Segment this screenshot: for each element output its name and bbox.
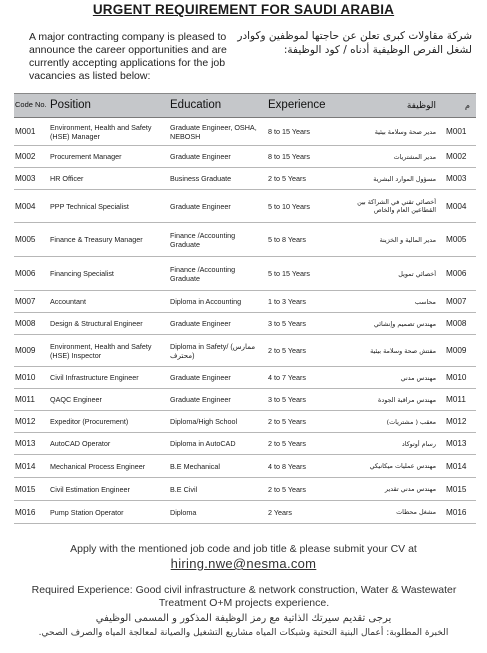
cell-position: Accountant	[50, 297, 86, 306]
cell-education: B.E Mechanical	[170, 461, 220, 471]
cell-code: M010	[15, 373, 36, 382]
cell-education: Diploma	[170, 507, 197, 517]
table-row	[14, 146, 476, 168]
header-position: Position	[50, 99, 91, 111]
cell-education: Finance /Accounting Graduate	[170, 264, 236, 283]
cell-experience: 5 to 8 Years	[268, 235, 306, 244]
table-row	[14, 190, 476, 223]
cell-number: M012	[446, 417, 467, 426]
header-education: Education	[170, 99, 222, 111]
cell-experience: 5 to 10 Years	[268, 201, 310, 211]
cell-number: M009	[446, 346, 467, 355]
table-row	[14, 168, 476, 190]
cell-experience: 2 to 5 Years	[268, 484, 306, 494]
cell-education: Business Graduate	[170, 174, 232, 183]
cell-education: Graduate Engineer	[170, 319, 231, 328]
cell-number: M002	[446, 152, 467, 161]
table-row	[14, 335, 476, 367]
table-row	[14, 478, 476, 501]
cell-position: HR Officer	[50, 174, 84, 183]
table-row	[14, 118, 476, 146]
cell-education: Diploma in AutoCAD	[170, 439, 236, 448]
table-header	[14, 94, 476, 118]
cell-number: M005	[446, 235, 467, 244]
page-title: URGENT REQUIREMENT FOR SAUDI ARABIA	[92, 2, 395, 17]
cell-job-arabic: أخصائي تقني في الشراكة بين القطاعين العام والخاص	[357, 198, 436, 214]
cell-education: Graduate Engineer	[170, 395, 231, 404]
cell-job-arabic: مفتش صحة وسلامة بيئية	[370, 346, 436, 355]
table-row	[14, 257, 476, 291]
table-row	[14, 291, 476, 313]
cell-number: M013	[446, 439, 467, 448]
job-vacancies-table	[14, 93, 476, 524]
cell-number: M004	[446, 201, 467, 211]
cell-education: Graduate Engineer, OSHA, NEBOSH	[170, 122, 257, 141]
cell-code: M014	[15, 461, 36, 471]
cell-code: M004	[15, 201, 36, 211]
cell-position: Finance & Treasury Manager	[50, 235, 143, 244]
cell-position: Design & Structural Engineer	[50, 319, 143, 328]
cell-experience: 2 to 5 Years	[268, 346, 306, 355]
cell-position: AutoCAD Operator	[50, 439, 111, 448]
cell-experience: 3 to 5 Years	[268, 319, 306, 328]
cell-code: M016	[15, 507, 36, 517]
cell-position: Expeditor (Procurement)	[50, 417, 129, 426]
apply-instructions-arabic: يرجى تقديم سيرتك الذاتية مع رمز الوظيفة المذكور و المسمى الوظيفي	[95, 613, 392, 624]
cell-education: Diploma in Safety/ (ممارس محترف)	[170, 341, 256, 360]
cell-education: Graduate Engineer	[170, 373, 231, 382]
cell-position: Environment, Health and Safety (HSE) Inspector	[50, 341, 152, 360]
cell-job-arabic: محاسب	[414, 297, 436, 306]
cell-position: Pump Station Operator	[50, 507, 124, 517]
header-job-arabic: الوظيفة	[406, 100, 436, 111]
cell-code: M007	[15, 297, 36, 306]
cell-number: M010	[446, 373, 467, 382]
cell-education: Diploma in Accounting	[170, 297, 242, 306]
intro-arabic: شركة مقاولات كبرى تعلن عن حاجتها لموظفين وكوادر لشغل الفرص الوظيفية أدناه / كود الوظيفة:	[237, 30, 472, 56]
cell-education: Finance /Accounting Graduate	[170, 230, 236, 249]
cell-number: M003	[446, 174, 467, 183]
header-experience: Experience	[268, 99, 326, 111]
cell-education: Diploma/High School	[170, 417, 238, 426]
cell-job-arabic: مهندس مدني	[400, 373, 436, 382]
cell-number: M008	[446, 319, 467, 328]
required-experience-arabic: الخبرة المطلوبة: أعمال البنية التحتية وشبكات المياه مشاريع التشغيل والصيانة لمعالجة المياه والصرف الصحي.	[38, 628, 449, 638]
table-row	[14, 411, 476, 433]
cell-experience: 1 to 3 Years	[268, 297, 306, 306]
cell-job-arabic: رسام أوتوكاد	[401, 439, 436, 448]
cell-job-arabic: مهندس تصميم وإنشائي	[373, 319, 436, 328]
email-link[interactable]: hiring.nwe@nesma.com	[170, 556, 317, 571]
cell-code: M012	[15, 417, 36, 426]
table-row	[14, 223, 476, 257]
cell-position: Civil Infrastructure Engineer	[50, 373, 139, 382]
apply-instructions: Apply with the mentioned job code and job title & please submit your CV at	[70, 543, 417, 555]
cell-job-arabic: مشغل محطات	[396, 508, 436, 516]
cell-position: Environment, Health and Safety (HSE) Manager	[50, 122, 152, 141]
cell-code: M015	[15, 484, 36, 494]
cell-code: M011	[15, 395, 35, 404]
cell-number: M001	[446, 127, 467, 136]
cell-number: M011	[446, 395, 466, 404]
cell-job-arabic: مدير المالية و الخزينة	[379, 235, 436, 244]
intro-english: A major contracting company is pleased to announce the career opportunities and are currently accepting applications for the job vacancies as listed below:	[29, 31, 227, 82]
header-number: م	[465, 101, 470, 110]
cell-number: M007	[446, 297, 467, 306]
header-code: Code No.	[15, 100, 47, 110]
table-row	[14, 455, 476, 478]
cell-code: M006	[15, 269, 36, 278]
cell-code: M008	[15, 319, 36, 328]
cell-job-arabic: مسؤول الموارد البشرية	[373, 174, 436, 183]
cell-job-arabic: مهندس مدني تقدير	[384, 485, 436, 493]
cell-position: Procurement Manager	[50, 152, 122, 161]
cell-job-arabic: أخصائي تمويل	[398, 269, 436, 278]
cell-number: M014	[446, 461, 467, 471]
cell-experience: 8 to 15 Years	[268, 152, 310, 161]
cell-code: M001	[15, 127, 36, 136]
table-row	[14, 389, 476, 411]
table-row	[14, 313, 476, 335]
cell-experience: 8 to 15 Years	[268, 127, 310, 136]
cell-education: Graduate Engineer	[170, 152, 231, 161]
cell-job-arabic: مدير صحة وسلامة بيئية	[374, 127, 436, 136]
cell-position: Financing Specialist	[50, 269, 114, 278]
cell-experience: 3 to 5 Years	[268, 395, 306, 404]
cell-code: M013	[15, 439, 36, 448]
cell-job-arabic: مهندس عمليات ميكانيكي	[369, 462, 436, 470]
table-row	[14, 367, 476, 389]
cell-position: PPP Technical Specialist	[50, 201, 129, 211]
cell-experience: 2 to 5 Years	[268, 174, 306, 183]
cell-job-arabic: مدير المشتريات	[393, 152, 436, 161]
cell-number: M006	[446, 269, 467, 278]
cell-number: M015	[446, 484, 467, 494]
required-experience: Required Experience: Good civil infrastructure & network construction, Water & Wastewater Treatment O+M projects experience.	[31, 584, 457, 609]
cell-code: M005	[15, 235, 36, 244]
cell-code: M009	[15, 346, 36, 355]
table-row	[14, 501, 476, 524]
cell-number: M016	[446, 507, 467, 517]
cell-education: Graduate Engineer	[170, 201, 231, 211]
cell-experience: 4 to 8 Years	[268, 461, 306, 471]
cell-code: M002	[15, 152, 36, 161]
table-row	[14, 433, 476, 455]
cell-experience: 2 Years	[268, 507, 292, 517]
cell-experience: 2 to 5 Years	[268, 417, 306, 426]
cell-code: M003	[15, 174, 36, 183]
email-line	[0, 556, 487, 571]
cell-education: B.E Civil	[170, 484, 198, 494]
cell-position: Civil Estimation Engineer	[50, 484, 130, 494]
cell-experience: 2 to 5 Years	[268, 439, 306, 448]
cell-position: Mechanical Process Engineer	[50, 461, 146, 471]
cell-position: QAQC Engineer	[50, 395, 102, 404]
cell-job-arabic: معقب ( مشتريات)	[386, 417, 436, 426]
cell-job-arabic: مهندس مراقبة الجودة	[378, 395, 436, 404]
cell-experience: 4 to 7 Years	[268, 373, 306, 382]
cell-experience: 5 to 15 Years	[268, 269, 310, 278]
